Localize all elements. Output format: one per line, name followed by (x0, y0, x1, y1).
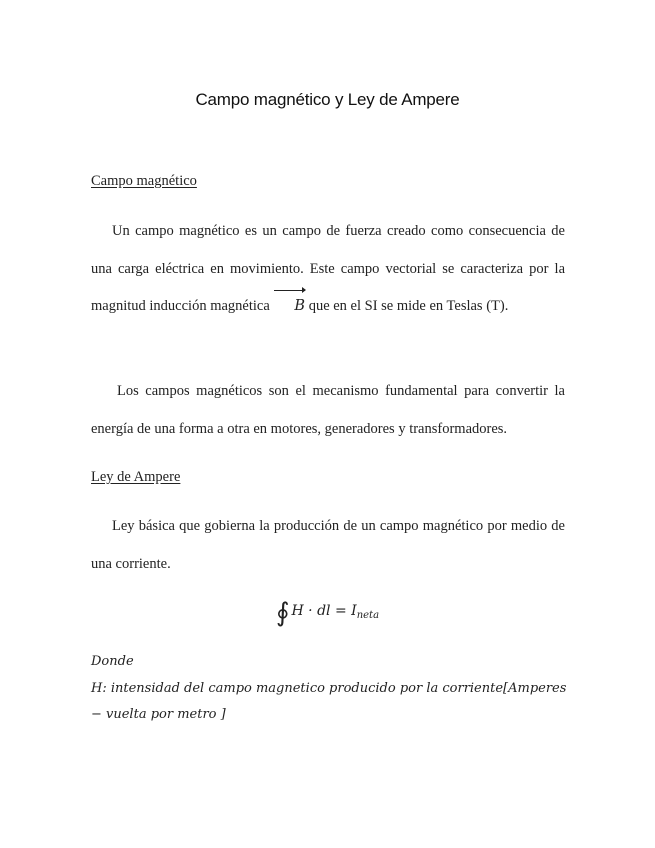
definitions-label: Donde (91, 654, 134, 669)
contour-integral-symbol: ∮ (275, 598, 290, 628)
document-title: Campo magnético y Ley de Ampere (195, 90, 460, 109)
section-heading-campo-magnetico: Campo magnético (91, 173, 197, 189)
definition-h-line2: − vuelta por metro ] (91, 707, 226, 722)
definition-h-line1: H: intensidad del campo magnetico producido por la corriente[Amperes (91, 681, 567, 696)
equation-body: H · dl = I (291, 603, 357, 619)
equation-subscript: neta (356, 610, 380, 621)
section-heading-ley-ampere: Ley de Ampere (91, 469, 181, 485)
paragraph-text-end: que en el SI se mide en Teslas (T). (305, 298, 509, 314)
vector-b-symbol: B (273, 288, 305, 326)
paragraph-campo-definicion (91, 213, 565, 326)
ampere-equation (0, 598, 655, 628)
paragraph-ley-ampere: Ley básica que gobierna la producción de un campo magnético por medio de una corriente. (91, 518, 565, 572)
paragraph-text-start: Un campo magnético es un campo de fuerza creado como consecuencia de una carga eléctrica en movimiento. Este campo vectorial se caracteriza por la magnitud inducción magnética (91, 223, 565, 314)
paragraph-campo-aplicaciones: Los campos magnéticos son el mecanismo fundamental para convertir la energía de una forma a otra en motores, generadores y transformadores. (91, 383, 565, 437)
